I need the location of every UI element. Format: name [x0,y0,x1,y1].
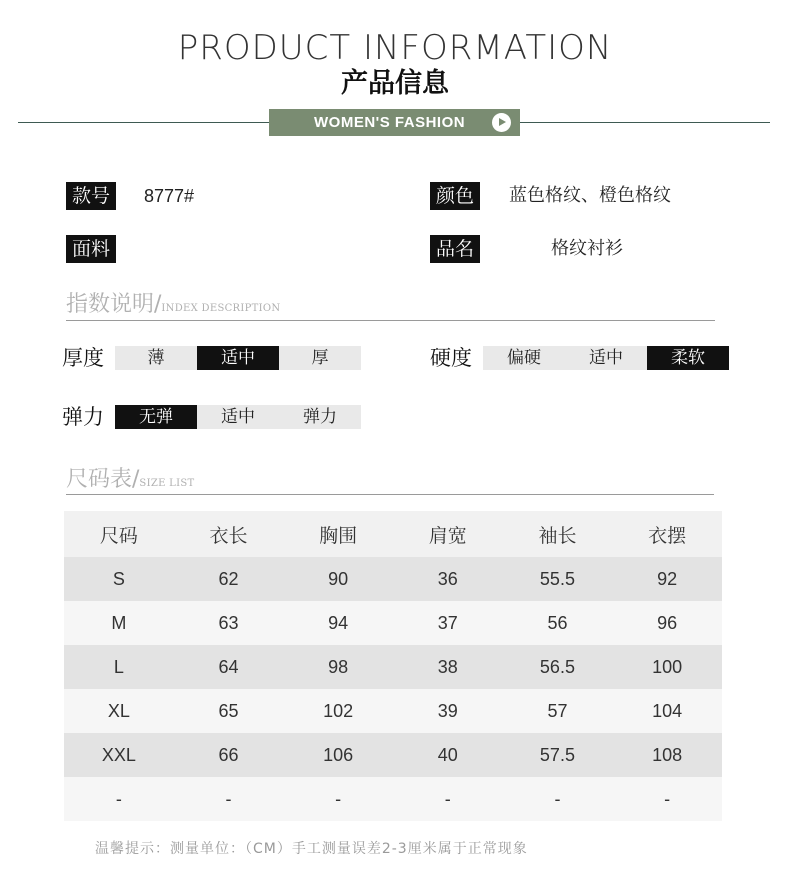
hardness-option: 柔软 [647,346,729,370]
table-row [64,689,722,733]
table-cell: 40 [393,733,503,777]
index-subtitle-text: INDEX DESCRIPTION [161,303,281,314]
header-bust: 胸围 [283,511,393,557]
table-cell: 65 [174,689,284,733]
table-cell: - [393,777,503,821]
header-length: 衣长 [174,511,284,557]
table-cell: M [64,601,174,645]
table-cell: - [174,777,284,821]
header-shoulder: 肩宽 [393,511,503,557]
page-title-cn: 产品信息 [341,68,449,99]
table-cell: 104 [612,689,722,733]
table-row [64,557,722,601]
style-number-value: 8777# [144,186,195,206]
thickness-option: 薄 [147,348,165,368]
table-cell: 100 [612,645,722,689]
table-cell: 96 [612,601,722,645]
table-cell: 57 [503,689,613,733]
index-section-divider [66,320,715,321]
color-value: 蓝色格纹、橙色格纹 [509,185,671,206]
style-number-tag: 款号 [66,182,116,210]
table-cell: 90 [283,557,393,601]
table-cell: 37 [393,601,503,645]
index-title-text: 指数说明/ [66,292,162,317]
table-cell: 36 [393,557,503,601]
table-cell: - [64,777,174,821]
table-cell: - [503,777,613,821]
table-cell: - [612,777,722,821]
table-cell: 108 [612,733,722,777]
table-cell: L [64,645,174,689]
thickness-option: 厚 [311,348,329,368]
table-cell: 56.5 [503,645,613,689]
elasticity-option: 弹力 [303,407,337,427]
table-cell: 56 [503,601,613,645]
hardness-label: 硬度 [430,346,472,370]
elasticity-scale [115,405,361,429]
table-cell: 57.5 [503,733,613,777]
table-row [64,645,722,689]
table-cell: S [64,557,174,601]
table-cell: 64 [174,645,284,689]
size-subtitle-text: SIZE LIST [139,478,195,489]
elasticity-label: 弹力 [62,405,104,429]
table-cell: 106 [283,733,393,777]
hardness-scale [483,346,729,370]
table-cell: 63 [174,601,284,645]
table-cell: XL [64,689,174,733]
table-row [64,733,722,777]
size-title-text: 尺码表/ [66,467,140,492]
table-cell: 55.5 [503,557,613,601]
header-size: 尺码 [64,511,174,557]
table-cell: 66 [174,733,284,777]
header-sleeve: 袖长 [503,511,613,557]
table-cell: 38 [393,645,503,689]
page-title-en: PRODUCT INFORMATION [177,28,613,68]
table-cell: 102 [283,689,393,733]
play-circle-icon [492,113,511,132]
table-cell: 98 [283,645,393,689]
elasticity-option: 无弹 [115,405,197,429]
thickness-option: 适中 [197,346,279,370]
table-row [64,601,722,645]
size-section-divider [66,494,714,495]
hardness-option: 偏硬 [507,348,541,368]
table-cell: 94 [283,601,393,645]
table-cell: 39 [393,689,503,733]
footnote: 温馨提示：测量单位：（CM）手工测量误差2-3厘米属于正常现象 [95,841,528,857]
thickness-label: 厚度 [62,346,104,370]
table-cell: XXL [64,733,174,777]
banner-label: WOMEN'S FASHION [314,114,466,131]
product-name-value: 格纹衬衫 [551,238,623,259]
fabric-tag: 面料 [66,235,116,263]
color-tag: 颜色 [430,182,480,210]
header-hem: 衣摆 [612,511,722,557]
womens-fashion-banner [269,109,520,136]
table-row [64,777,722,821]
index-section-title [66,291,280,323]
thickness-scale [115,346,361,370]
table-cell: 92 [612,557,722,601]
elasticity-option: 适中 [221,407,255,427]
product-name-tag: 品名 [430,235,480,263]
table-cell: 62 [174,557,284,601]
table-cell: - [283,777,393,821]
hardness-option: 适中 [589,348,623,368]
size-table [64,511,722,821]
size-table-header-row [64,511,722,557]
